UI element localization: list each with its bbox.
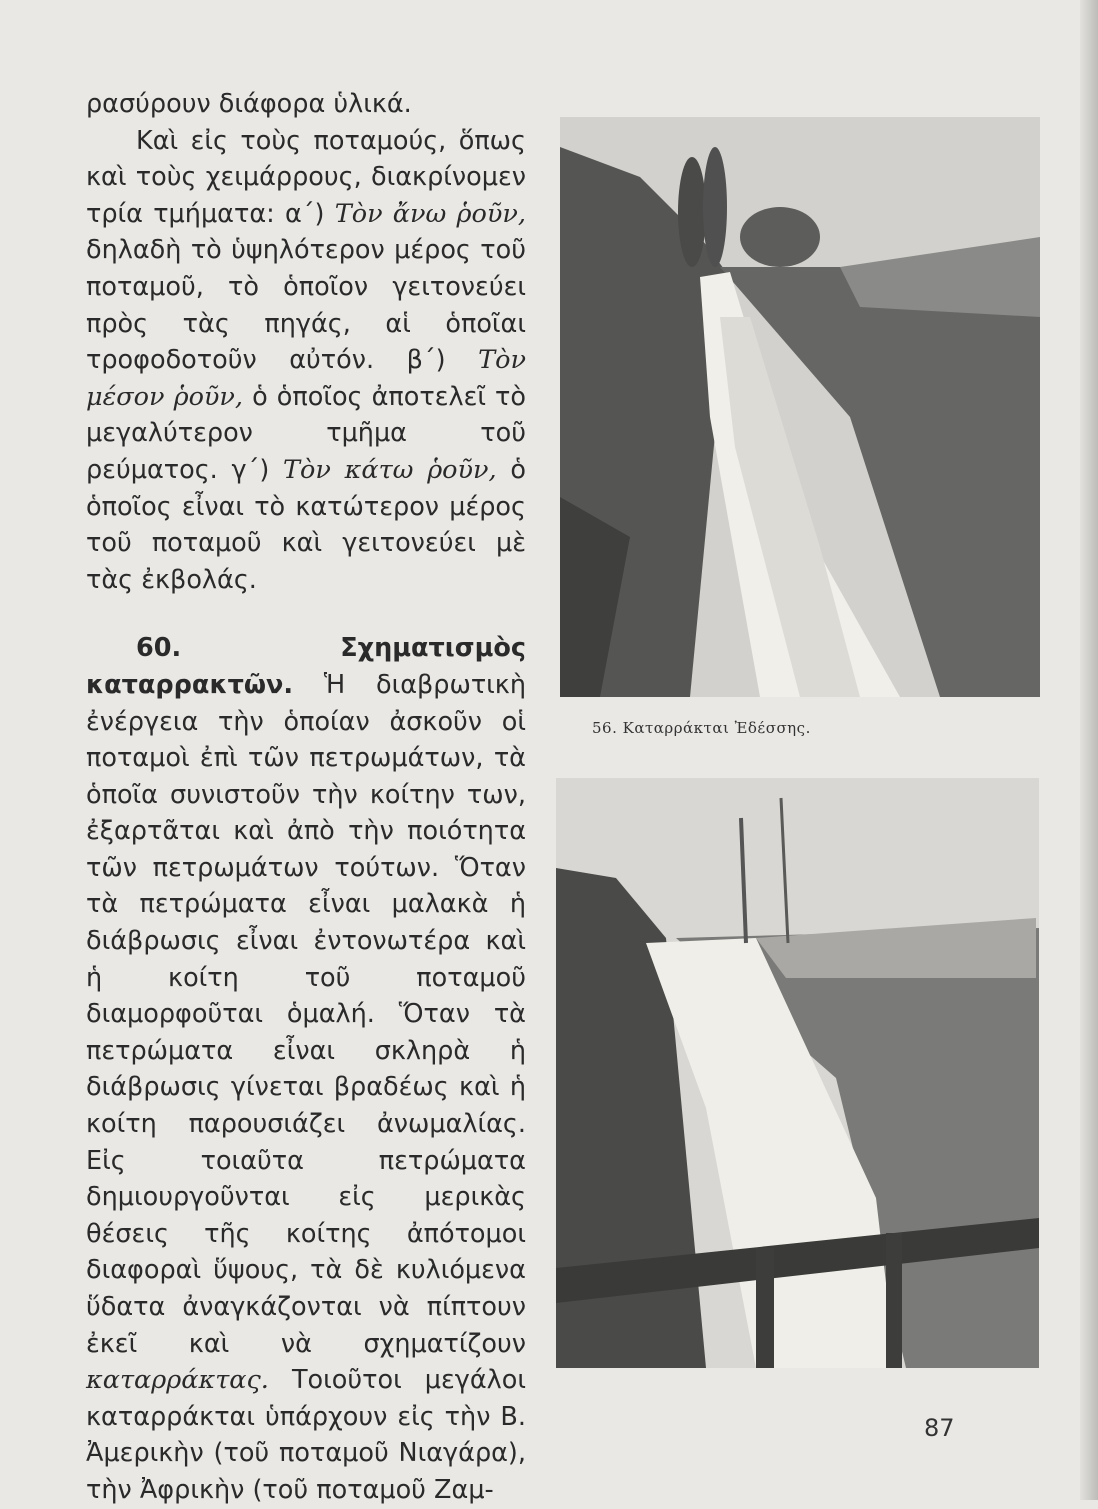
waterfall-photo-illustration-2 xyxy=(556,778,1039,1368)
term-waterfalls: καταρράκτας. xyxy=(86,1365,269,1396)
photo-edessa-waterfall-2 xyxy=(556,778,1039,1368)
term-upper-course: Τὸν ἄνω ῥοῦν, xyxy=(334,198,526,229)
waterfall-photo-illustration xyxy=(560,117,1040,697)
photo-edessa-waterfall-1 xyxy=(560,117,1040,697)
page-number: 87 xyxy=(924,1414,955,1442)
paragraph-waterfall-formation: 60. Σχηματισμὸς καταρρακτῶν. Ἡ διαβρωτικὴ ἐνέργεια τὴν ὁποίαν ἀσκοῦν οἱ ποταμοὶ ἐπὶ τῶν πετρωμάτων, τὰ ὁποῖα συνιστοῦν τὴν κοίτην των, ἐξαρτᾶται καὶ ἀπὸ τὴν ποιότητα τῶν πετρωμάτων τούτων. Ὅταν τὰ πετρώματα εἶναι μαλακὰ ἡ διάβρωσις εἶναι ἐντονωτέρα καὶ ἡ κοίτη τοῦ ποταμοῦ διαμορφοῦται ὁμαλή. Ὅταν τὰ πετρώματα εἶναι σκληρὰ ἡ διάβρωσις γίνεται βραδέως καὶ ἡ κοίτη παρουσιάζει ἀνωμαλίας. Εἰς τοιαῦτα πετρώματα δημιουργοῦνται εἰς μερικὰς θέσεις τῆς κοίτης ἀπότομοι διαφοραὶ ὕψους, τὰ δὲ κυλιόμενα ὕδατα ἀναγκάζονται νὰ πίπτουν ἐκεῖ καὶ νὰ σχηματίζουν καταρράκτας. Τοιοῦτοι μεγάλοι καταρράκται ὑπάρχουν εἰς τὴν Β. Ἀμερικὴν (τοῦ ποταμοῦ Νιαγάρα), τὴν Ἀφρικὴν (τοῦ ποταμοῦ Ζαμ- xyxy=(86,633,526,1505)
paragraph-river-sections: Καὶ εἰς τοὺς ποταμούς, ὅπως καὶ τοὺς χειμάρρους, διακρίνομεν τρία τμήματα: α΄) Τὸν ἄνω ῥοῦν, δηλαδὴ τὸ ὑψηλότερον μέρος τοῦ ποταμοῦ, τὸ ὁποῖον γειτονεύει πρὸς τὰς πηγάς, αἱ ὁποῖαι τροφοδοτοῦν αὐτόν. β΄) Τὸν μέσον ῥοῦν, ὁ ὁποῖος ἀποτελεῖ τὸ μεγαλύτερον τμῆμα τοῦ ρεύματος. γ΄) Τὸν κάτω ῥοῦν, ὁ ὁποῖος εἶναι τὸ κατώτερον μέρος τοῦ ποταμοῦ καὶ γειτονεύει μὲ τὰς ἐκβολάς. xyxy=(86,125,527,595)
paragraph-continuation: ρασύρουν διάφορα ὑλικά. xyxy=(86,89,412,119)
term-lower-course: Τὸν κάτω ῥοῦν, xyxy=(283,454,497,485)
figure-caption: 56. Καταρράκται Ἐδέσσης. xyxy=(592,719,811,737)
section-heading-60: 60. Σχηματισμὸς καταρρακτῶν. xyxy=(86,633,526,700)
body-text-column xyxy=(86,86,526,1509)
term-middle-course: Τὸν μέσον ῥοῦν, xyxy=(86,345,526,412)
page-gutter-shadow xyxy=(1080,0,1098,1500)
